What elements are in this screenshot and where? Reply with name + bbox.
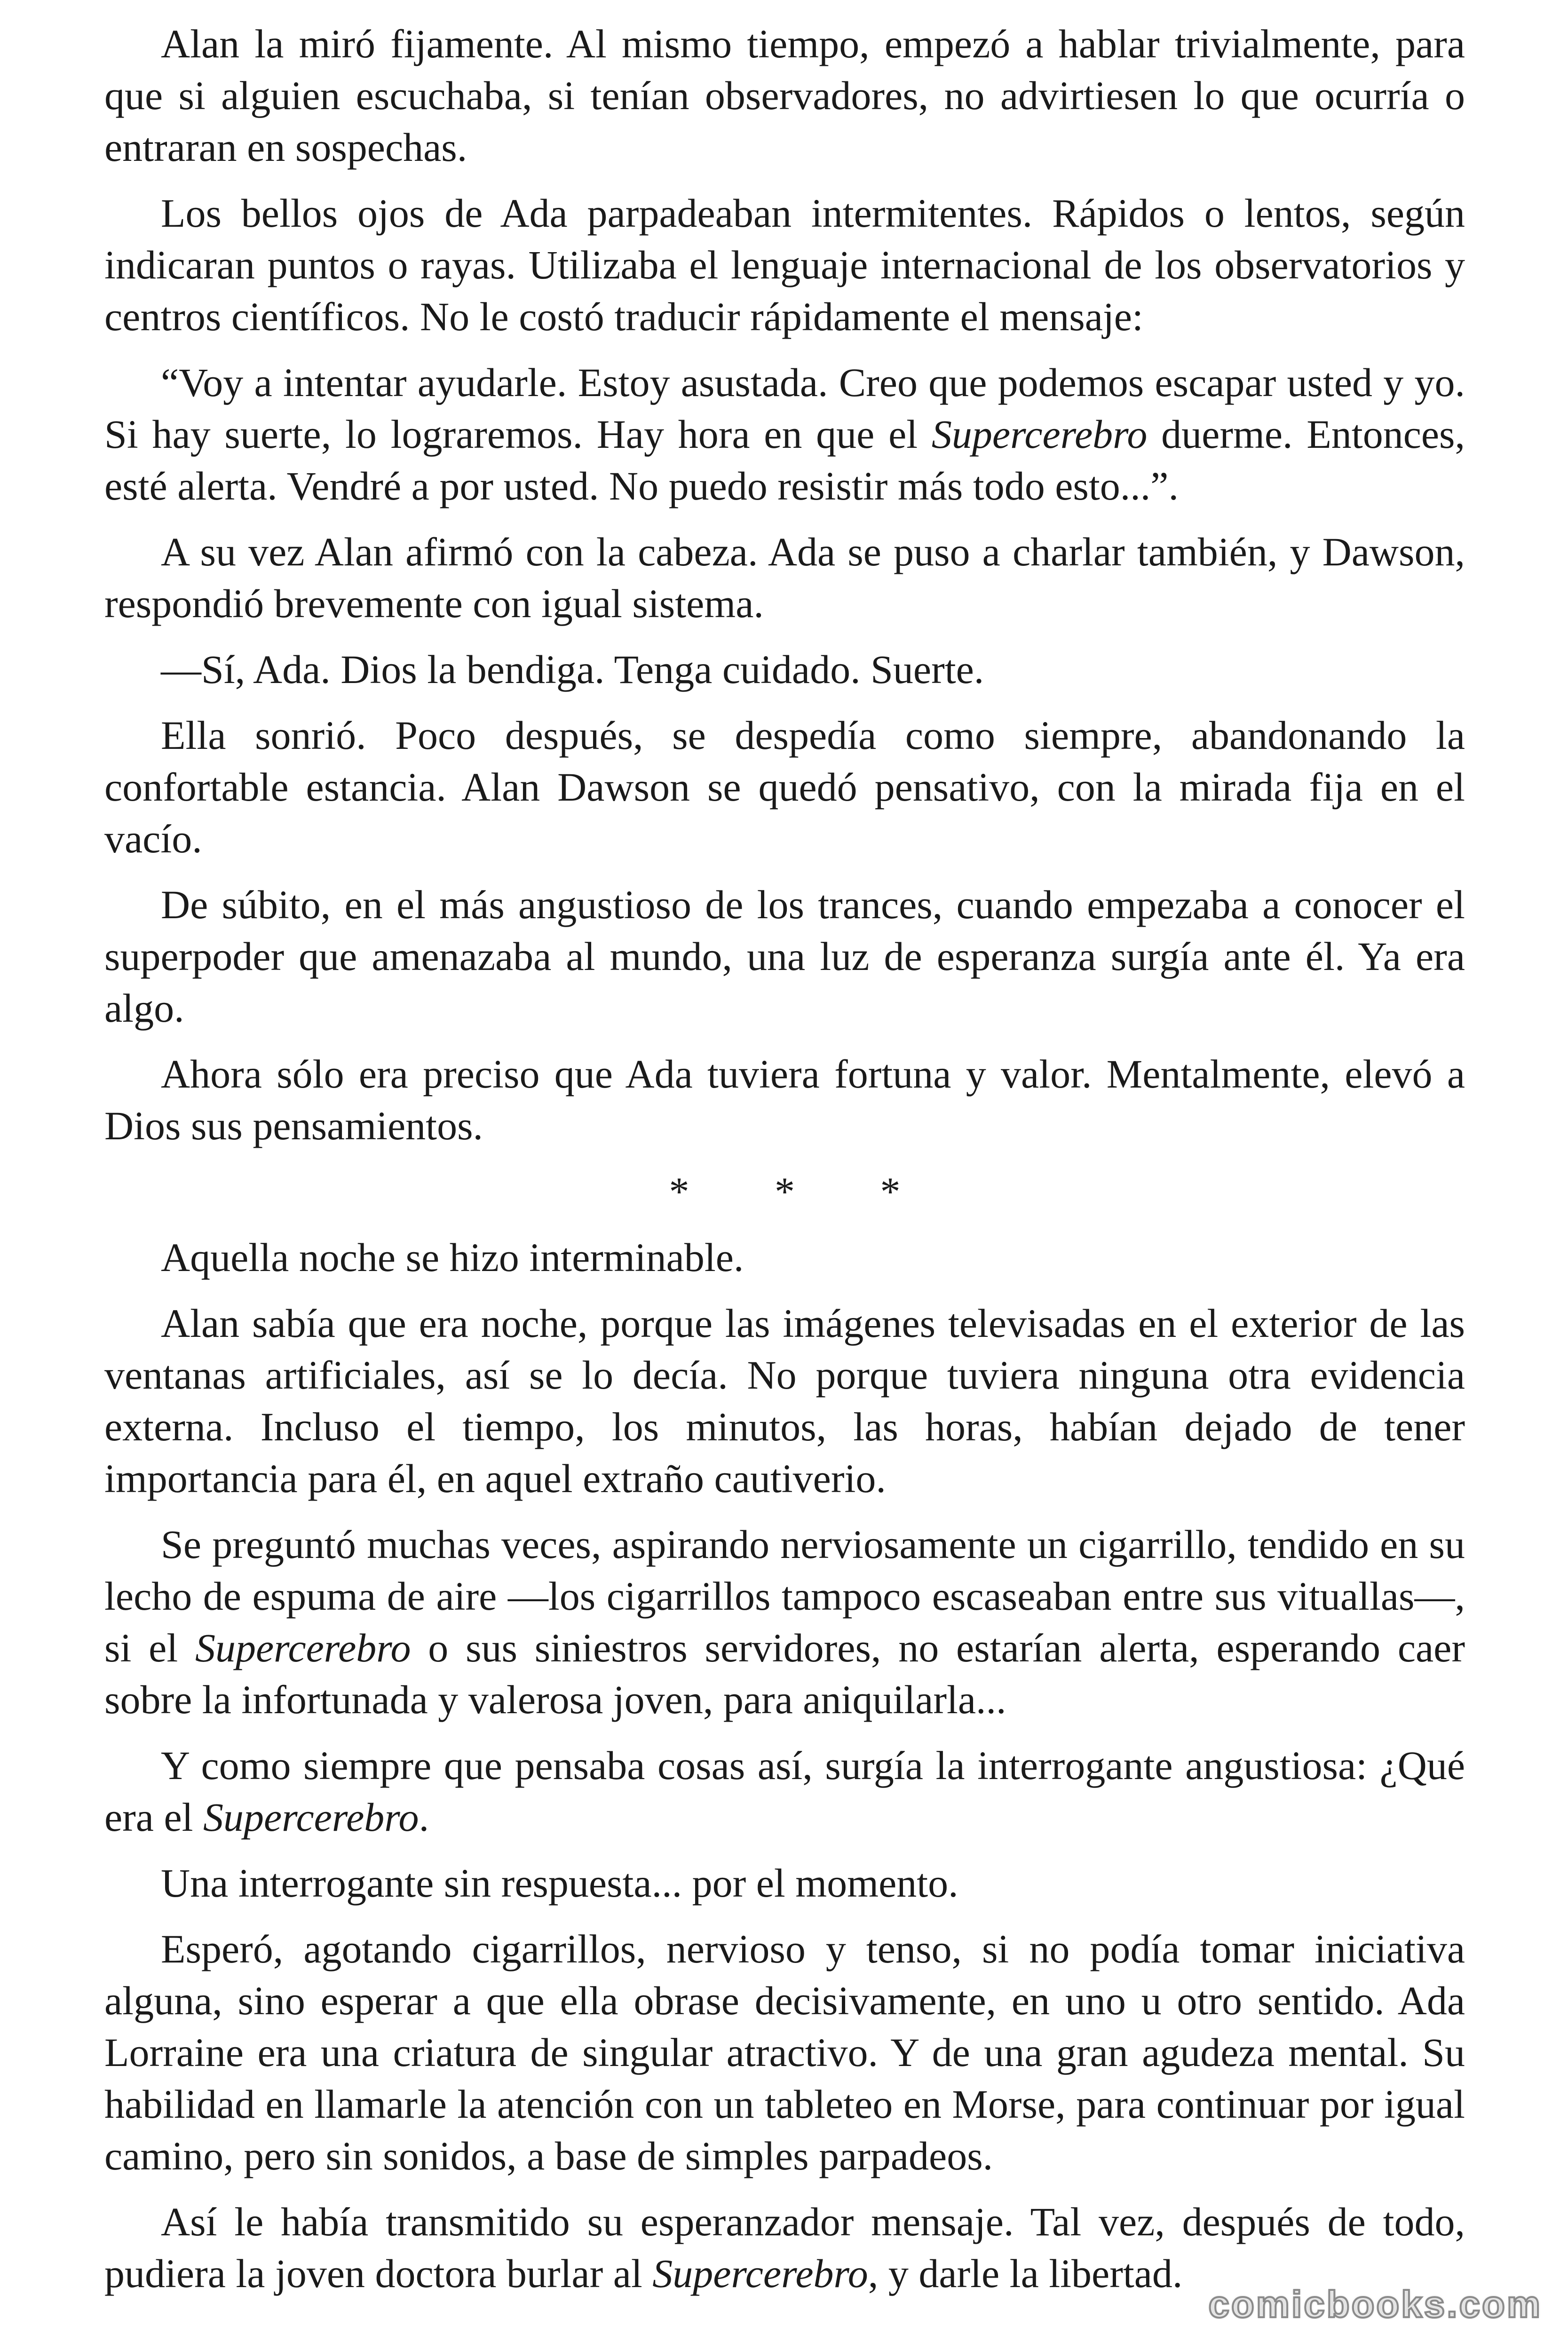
paragraph: [104, 644, 1465, 695]
text-run: , y darle la libertad.: [868, 2251, 1183, 2296]
text-run: Ella sonrió. Poco después, se despedía como siempre, abandonando la confortable estancia. Alan Dawson se quedó pensativo, con la mirada fija en el vacío.: [104, 713, 1465, 861]
text-run: A su vez Alan afirmó con la cabeza. Ada se puso a charlar también, y Dawson, respondió brevemente con igual sistema.: [104, 529, 1465, 626]
text-run: Se preguntó muchas veces, aspirando nerviosamente un cigarrillo, tendido en su lecho de espuma de aire —los cigarrillos tampoco escaseaban entre sus vituallas—, si el: [104, 1522, 1465, 1670]
paragraph: [104, 879, 1465, 1034]
text-run: Esperó, agotando cigarrillos, nervioso y tenso, si no podía tomar iniciativa alguna, sino esperar a que ella obrase decisivamente, en uno u otro sentido. Ada Lorraine era una criatura de singular atractivo. Y de una gran agudeza mental. Su habilidad en llamarle la atención con un tableteo en Morse, para continuar por igual camino, pero sin sonidos, a base de simples parpadeos.: [104, 1926, 1465, 2178]
book-page: [104, 18, 1465, 2313]
paragraph: [104, 1048, 1465, 1152]
text-run: Los bellos ojos de Ada parpadeaban intermitentes. Rápidos o lentos, según indicaran puntos o rayas. Utilizaba el lenguaje internacional de los observatorios y centros científicos. No le costó traducir rápidamente el mensaje:: [104, 191, 1465, 339]
paragraph: [104, 709, 1465, 865]
paragraph: [104, 1518, 1465, 1725]
text-run: o sus siniestros servidores, no estarían alerta, esperando caer sobre la infortunada y valerosa joven, para aniquilarla...: [104, 1625, 1465, 1722]
text-run: Alan sabía que era noche, porque las imágenes televisadas en el exterior de las ventanas artificiales, así se lo decía. No porque tuviera ninguna otra evidencia externa. Incluso el tiempo, los minutos, las horas, habían dejado de tener importancia para él, en aquel extraño cautiverio.: [104, 1301, 1465, 1501]
italic-text: Supercerebro: [203, 1795, 419, 1840]
text-run: Ahora sólo era preciso que Ada tuviera fortuna y valor. Mentalmente, elevó a Dios sus pensamientos.: [104, 1051, 1465, 1148]
text-run: Aquella noche se hizo interminable.: [161, 1235, 744, 1280]
italic-text: Supercerebro: [652, 2251, 868, 2296]
paragraph: [104, 187, 1465, 342]
paragraph: [104, 18, 1465, 173]
paragraph: [104, 1923, 1465, 2182]
paragraph: [104, 526, 1465, 629]
text-run: Y como siempre que pensaba cosas así, surgía la interrogante angustiosa: ¿Qué era el: [104, 1743, 1465, 1840]
italic-text: Supercerebro: [195, 1625, 411, 1670]
watermark: comicbooks.com: [1208, 2283, 1542, 2325]
text-run: Alan la miró fijamente. Al mismo tiempo, empezó a hablar trivialmente, para que si alguien escuchaba, si tenían observadores, no advirtiesen lo que ocurría o entraran en sospechas.: [104, 21, 1465, 170]
text-run: duerme. Entonces, esté alerta. Vendré a por usted. No puedo resistir más todo esto...”.: [104, 412, 1465, 509]
text-run: —Sí, Ada. Dios la bendiga. Tenga cuidado. Suerte.: [161, 647, 984, 692]
paragraph: [104, 1297, 1465, 1504]
text-run: De súbito, en el más angustioso de los trances, cuando empezaba a conocer el superpoder que amenazaba al mundo, una luz de esperanza surgía ante él. Ya era algo.: [104, 882, 1465, 1031]
paragraph: [104, 1857, 1465, 1909]
paragraph: [104, 1232, 1465, 1283]
text-run: Así le había transmitido su esperanzador mensaje. Tal vez, después de todo, pudiera la joven doctora burlar al: [104, 2199, 1465, 2296]
text-run: .: [419, 1795, 429, 1840]
italic-text: Supercerebro: [931, 412, 1148, 457]
text-run: Una interrogante sin respuesta... por el momento.: [161, 1860, 958, 1906]
paragraph: [104, 357, 1465, 512]
paragraph: [104, 1740, 1465, 1843]
section-separator: * * *: [669, 1169, 938, 1214]
text-run: “Voy a intentar ayudarle. Estoy asustada. Creo que podemos escapar usted y yo. Si hay suerte, lo lograremos. Hay hora en que el: [104, 360, 1465, 457]
